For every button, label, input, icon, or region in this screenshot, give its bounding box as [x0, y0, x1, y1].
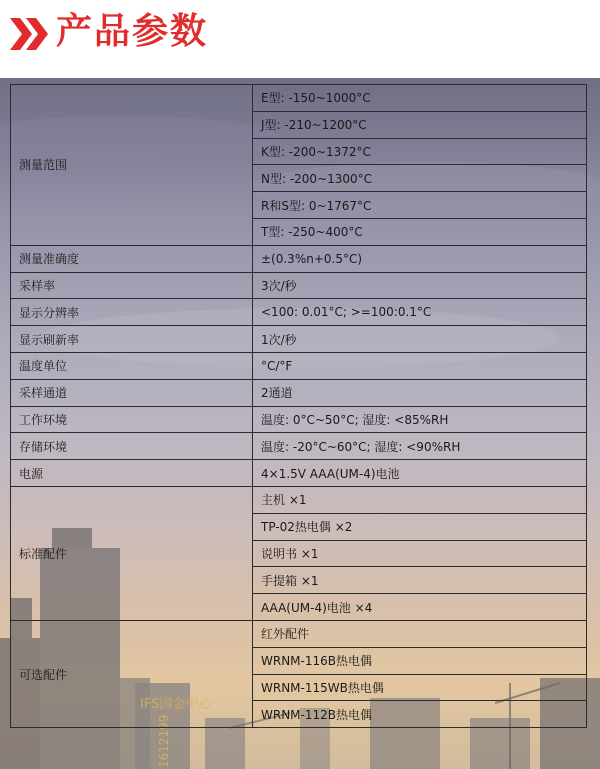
table-row [11, 299, 587, 326]
page-header [0, 0, 600, 78]
param-label: 显示分辨率 [11, 299, 253, 326]
param-value: 3次/秒 [253, 272, 587, 299]
param-label: 测量准确度 [11, 245, 253, 272]
range-value: R和S型: 0~1767°C [253, 192, 587, 219]
range-value: K型: -200~1372°C [253, 138, 587, 165]
param-value: °C/°F [253, 352, 587, 379]
param-value: 2通道 [253, 379, 587, 406]
optional-label: 可选配件 [11, 620, 253, 727]
param-value: 温度: -20°C~60°C; 湿度: <90%RH [253, 433, 587, 460]
table-row [11, 406, 587, 433]
param-value: <100: 0.01°C; >=100:0.1°C [253, 299, 587, 326]
range-value: E型: -150~1000°C [253, 85, 587, 112]
page-title: 产品参数 [56, 11, 209, 52]
accessory-item: 手提箱 ×1 [253, 567, 587, 594]
param-label: 工作环境 [11, 406, 253, 433]
spec-table [10, 84, 587, 728]
table-row [11, 460, 587, 487]
table-row [11, 272, 587, 299]
param-label: 采样通道 [11, 379, 253, 406]
accessory-item: 说明书 ×1 [253, 540, 587, 567]
billboard-digits: 1612199 [157, 714, 171, 768]
param-label: 显示刷新率 [11, 326, 253, 353]
optional-item: WRNM-112B热电偶 [253, 701, 587, 728]
param-label: 存储环境 [11, 433, 253, 460]
table-row [11, 85, 587, 112]
accessory-item: AAA(UM-4)电池 ×4 [253, 594, 587, 621]
param-value: 温度: 0°C~50°C; 湿度: <85%RH [253, 406, 587, 433]
range-value: J型: -210~1200°C [253, 111, 587, 138]
table-row [11, 326, 587, 353]
optional-item: WRNM-116B热电偶 [253, 647, 587, 674]
param-label: 温度单位 [11, 352, 253, 379]
range-value: T型: -250~400°C [253, 218, 587, 245]
double-chevron-icon [8, 14, 54, 54]
param-value: 4×1.5V AAA(UM-4)电池 [253, 460, 587, 487]
table-row [11, 352, 587, 379]
table-row [11, 486, 587, 513]
accessories-label: 标准配件 [11, 486, 253, 620]
accessory-item: 主机 ×1 [253, 486, 587, 513]
table-row [11, 245, 587, 272]
param-label: 采样率 [11, 272, 253, 299]
accessory-item: TP-02热电偶 ×2 [253, 513, 587, 540]
param-value: ±(0.3%n+0.5°C) [253, 245, 587, 272]
range-value: N型: -200~1300°C [253, 165, 587, 192]
table-row [11, 379, 587, 406]
param-label: 电源 [11, 460, 253, 487]
table-row [11, 433, 587, 460]
optional-item: WRNM-115WB热电偶 [253, 674, 587, 701]
range-label: 测量范围 [11, 85, 253, 246]
table-row [11, 620, 587, 647]
optional-item: 红外配件 [253, 620, 587, 647]
billboard-text: IFS国金中心 [140, 697, 212, 712]
param-value: 1次/秒 [253, 326, 587, 353]
